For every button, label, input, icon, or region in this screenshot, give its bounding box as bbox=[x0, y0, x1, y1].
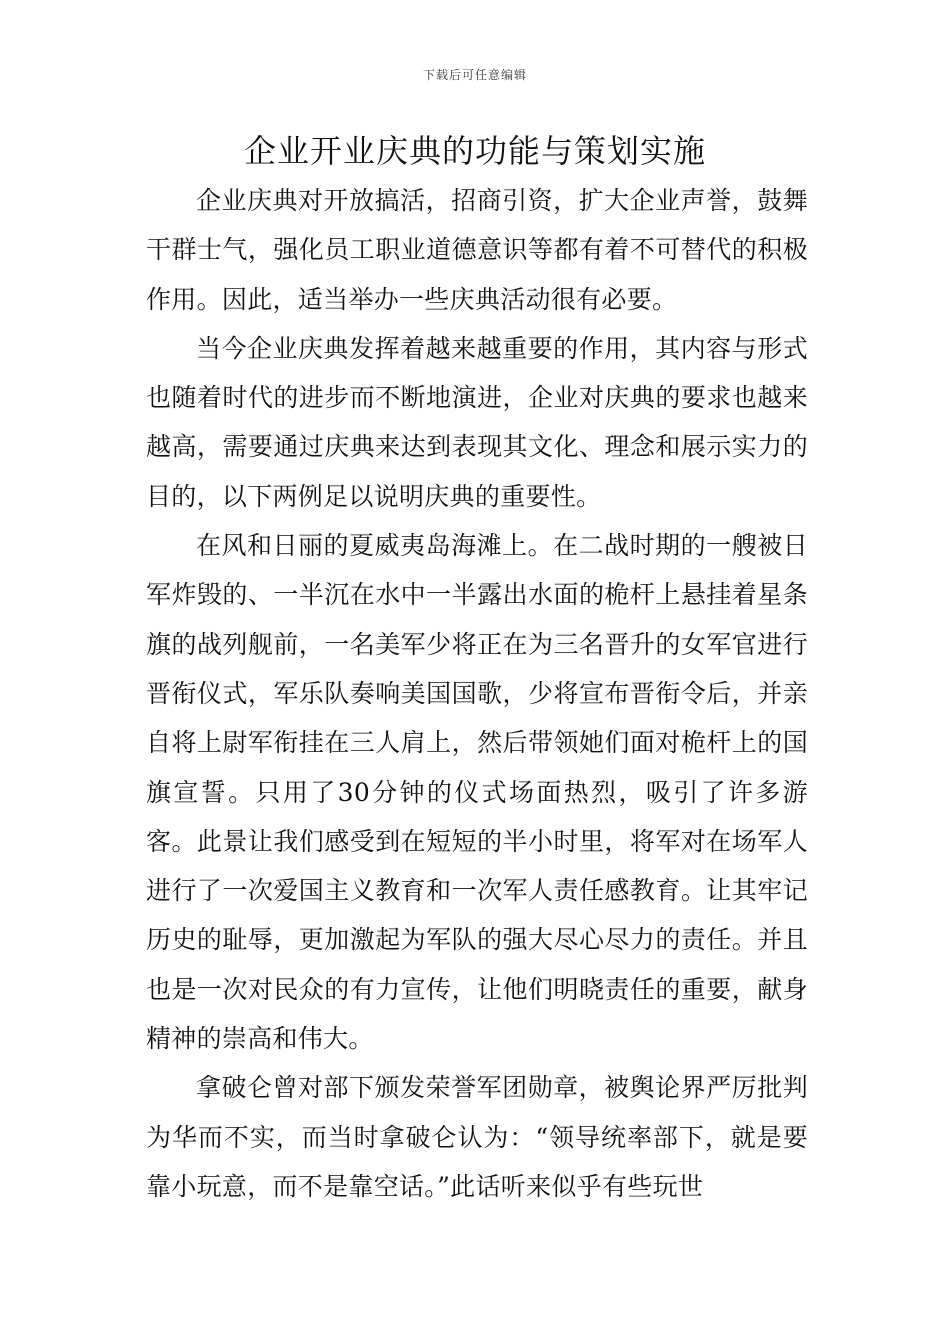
header-note: 下载后可任意编辑 bbox=[422, 68, 527, 82]
document-title: 企业开业庆典的功能与策划实施 bbox=[243, 132, 706, 170]
paragraph-4: 拿破仑曾对部下颁发荣誉军团勋章，被舆论界严厉批判为华而不实，而当时拿破仑认为：“领导统率部下，就是要靠小玩意，而不是靠空话。”此话听来似乎有些玩世 bbox=[146, 1073, 808, 1201]
paragraph-3: 在风和日丽的夏威夷岛海滩上。在二战时期的一艘被日军炸毁的、一半沉在水中一半露出水面的桅杆上悬挂着星条旗的战列舰前，一名美军少将正在为三名晋升的女军官进行晋衔仪式，军乐队奏响美国国歌，少将宣布晋衔令后，并亲自将上尉军衔挂在三人肩上，然后带领她们面对桅杆上的国旗宣誓。只用了30分钟的仪式场面热烈，吸引了许多游客。此景让我们感受到在短短的半小时里，将军对在场军人进行了一次爱国主义教育和一次军人责任感教育。让其牢记历史的耻辱，更加激起为军队的强大尽心尽力的责任。并且也是一次对民众的有力宣传，让他们明晓责任的重要，献身精神的崇高和伟大。 bbox=[146, 531, 808, 1054]
document-body bbox=[146, 176, 808, 1211]
paragraph-1: 企业庆典对开放搞活，招商引资，扩大企业声誉，鼓舞干群士气，强化员工职业道德意识等都有着不可替代的积极作用。因此，适当举办一些庆典活动很有必要。 bbox=[146, 186, 808, 314]
paragraph-2: 当今企业庆典发挥着越来越重要的作用，其内容与形式也随着时代的进步而不断地演进，企业对庆典的要求也越来越高，需要通过庆典来达到表现其文化、理念和展示实力的目的，以下两例足以说明庆典的重要性。 bbox=[146, 333, 808, 511]
